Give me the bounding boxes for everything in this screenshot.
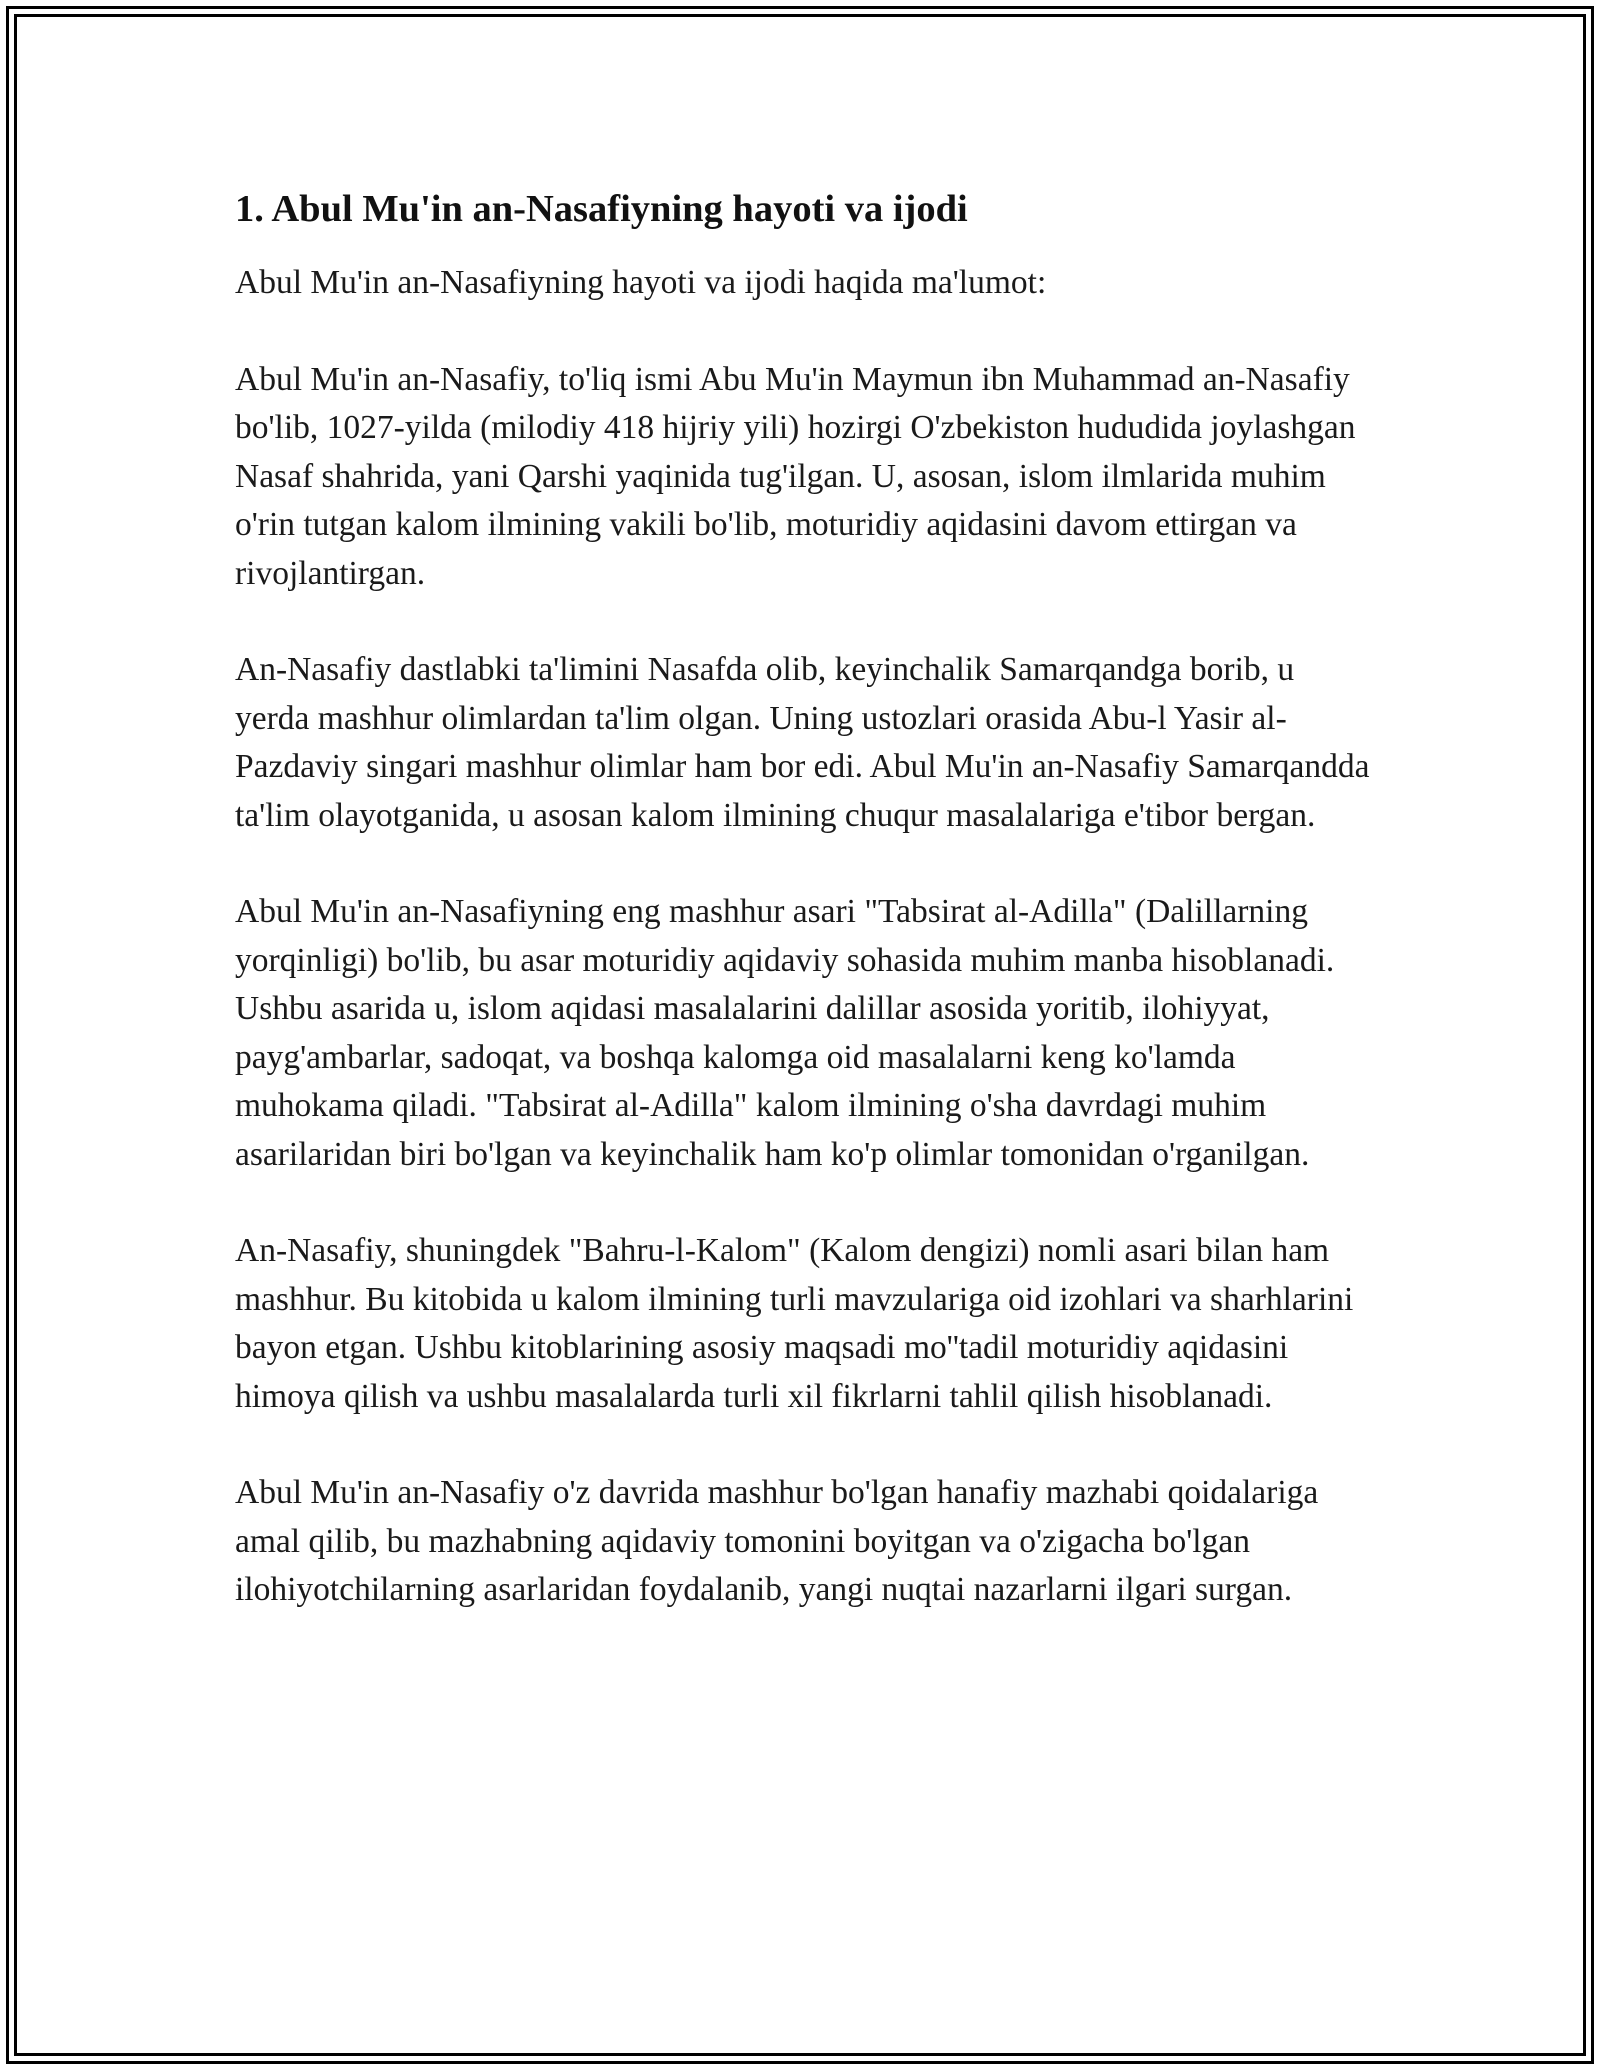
paragraph-education: An-Nasafiy dastlabki ta'limini Nasafda olib, keyinchalik Samarqandga borib, u yerda mashhur olimlardan ta'lim olgan. Uning ustozlari orasida Abu-l Yasir al-Pazdaviy singari mashhur olimlar ham bor edi. Abul Mu'in an-Nasafiy Samarqandda ta'lim olayotganida, u asosan kalom ilmining chuqur masalalariga e'tibor bergan. [235,651,1370,834]
intro-paragraph: Abul Mu'in an-Nasafiyning hayoti va ijodi haqida ma'lumot: [235,264,1047,301]
document-body [235,185,1375,1615]
paragraph-tabsirat: Abul Mu'in an-Nasafiyning eng mashhur asari "Tabsirat al-Adilla" (Dalillarning yorqinligi) bo'lib, bu asar moturidiy aqidaviy sohasida muhim manba hisoblanadi. Ushbu asarida u, islom aqidasi masalalarini dalillar asosida yoritib, ilohiyyat, payg'ambarlar, sadoqat, va boshqa kalomga oid masalalarni keng ko'lamda muhokama qiladi. "Tabsirat al-Adilla" kalom ilmining o'sha davrdagi muhim asarilaridan biri bo'lgan va keyinchalik ham ko'p olimlar tomonidan o'rganilgan. [235,893,1335,1173]
section-heading: 1. Abul Mu'in an-Nasafiyning hayoti va ijodi [235,188,968,230]
paragraph-bahrul-kalom: An-Nasafiy, shuningdek "Bahru-l-Kalom" (Kalom dengizi) nomli asari bilan ham mashhur. Bu kitobida u kalom ilmining turli mavzulariga oid izohlari va sharhlarini bayon etgan. Ushbu kitoblarining asosiy maqsadi mo''tadil moturidiy aqidasini himoya qilish va ushbu masalalarda turli xil fikrlarni tahlil qilish hisoblanadi. [235,1232,1354,1415]
paragraph-birth: Abul Mu'in an-Nasafiy, to'liq ismi Abu Mu'in Maymun ibn Muhammad an-Nasafiy bo'lib, 1027-yilda (milodiy 418 hijriy yili) hozirgi O'zbekiston hududida joylashgan Nasaf shahrida, yani Qarshi yaqinida tug'ilgan. U, asosan, islom ilmlarida muhim o'rin tutgan kalom ilmining vakili bo'lib, moturidiy aqidasini davom ettirgan va rivojlantirgan. [235,360,1356,592]
paragraph-hanafi: Abul Mu'in an-Nasafiy o'z davrida mashhur bo'lgan hanafiy mazhabi qoidalariga amal qilib, bu mazhabning aqidaviy tomonini boyitgan va o'zigacha bo'lgan ilohiyotchilarning asarlaridan foydalanib, yangi nuqtai nazarlarni ilgari surgan. [235,1474,1319,1608]
